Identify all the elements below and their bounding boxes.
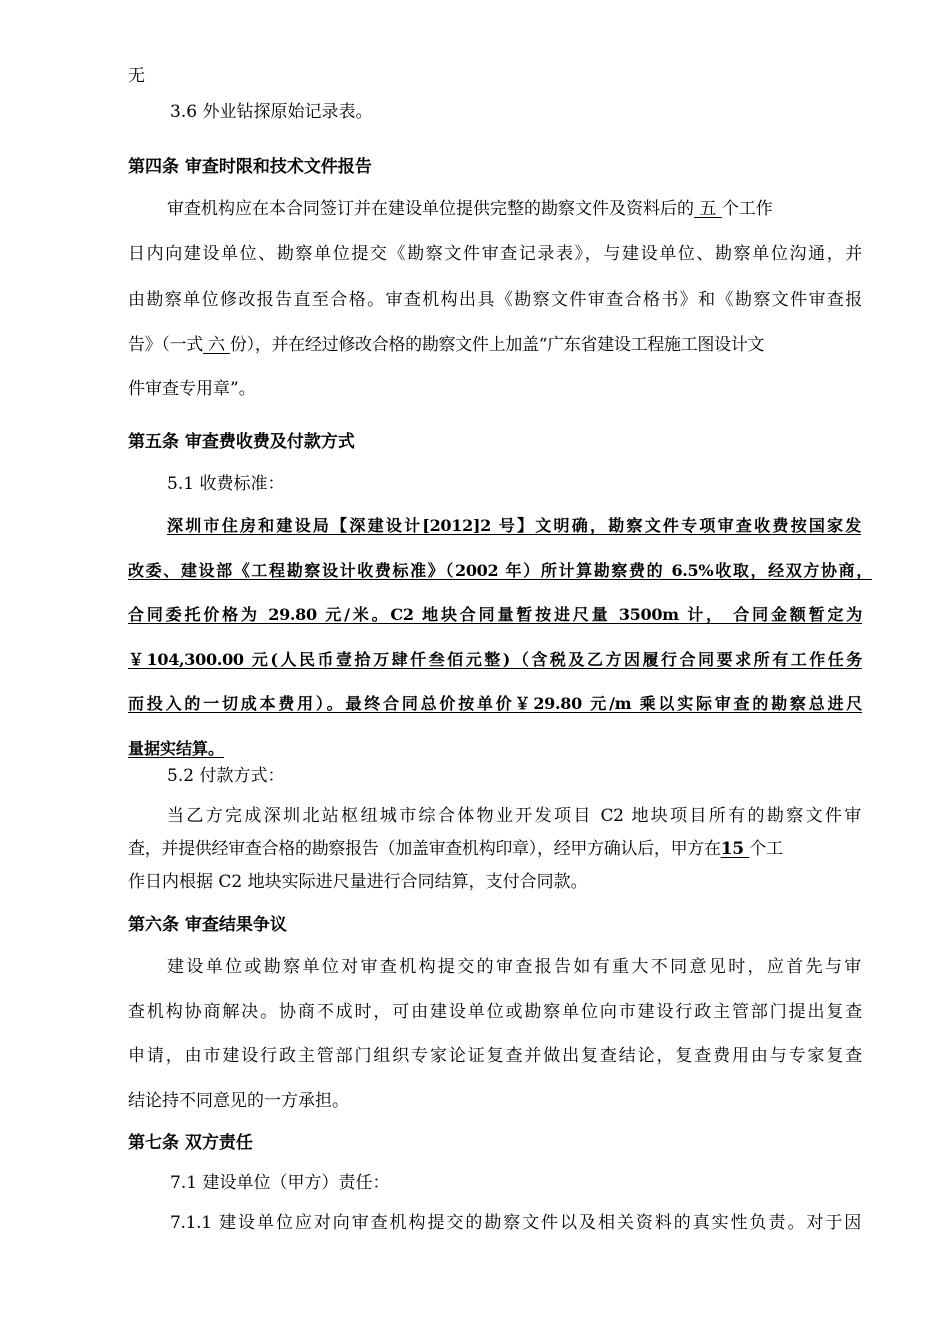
paragraph-line: 由勘察单位修改报告直至合格。审查机构出具《勘察文件审查合格书》和《勘察文件审查报 xyxy=(128,290,862,310)
text-span: 个工作 xyxy=(721,199,773,219)
paragraph-line: 日内向建设单位、勘察单位提交《勘察文件审查记录表》，与建设单位、勘察单位沟通，并 xyxy=(128,244,862,264)
underlined-value: 五 xyxy=(694,199,722,219)
subsection-5-2: 5.2 付款方式： xyxy=(167,766,285,786)
subsection-7-1-1: 7.1.1 建设单位应对向审查机构提交的勘察文件以及相关资料的真实性负责。对于因 xyxy=(170,1213,861,1233)
paragraph-line: 建设单位或勘察单位对审查机构提交的审查报告如有重大不同意见时，应首先与审 xyxy=(167,957,861,977)
fee-standard-line: ￥104,300.00 元(人民币壹拾万肆仟叁佰元整)（含税及乙方因履行合同要求所有工作任务 xyxy=(128,650,862,669)
text-span: 个工 xyxy=(749,839,783,859)
paragraph-line xyxy=(167,199,773,219)
paragraph-line: 件审查专用章”。 xyxy=(128,379,256,399)
fee-standard-line: 而投入的一切成本费用）。最终合同总价按单价￥29.80 元/m 乘以实际审查的勘察总进尺 xyxy=(128,694,862,713)
section-heading-7: 第七条 双方责任 xyxy=(128,1133,253,1153)
underlined-value: 15 xyxy=(720,839,750,859)
fee-standard-line: 量据实结算。 xyxy=(128,739,225,758)
subsection-7-1: 7.1 建设单位（甲方）责任： xyxy=(170,1173,390,1193)
list-item-3-6: 3.6 外业钻探原始记录表。 xyxy=(170,102,373,122)
section-heading-5: 第五条 审查费收费及付款方式 xyxy=(128,432,355,452)
paragraph-line: 作日内根据 C2 地块实际进尺量进行合同结算，支付合同款。 xyxy=(128,872,588,892)
fee-standard-line: 合同委托价格为 29.80 元/米。C2 地块合同量暂按进尺量 3500m 计， 合同金额暂定为 xyxy=(128,605,862,624)
paragraph-line: 结论持不同意见的一方承担。 xyxy=(128,1091,349,1111)
subsection-5-1: 5.1 收费标准： xyxy=(167,474,285,494)
paragraph-line xyxy=(128,839,783,859)
text-span: 告》（一式 xyxy=(128,335,203,355)
paragraph-line xyxy=(128,335,764,355)
underlined-value: 六 xyxy=(203,335,230,355)
text-line: 无 xyxy=(128,66,145,86)
text-span: 份），并在经过修改合格的勘察文件上加盖“广东省建设工程施工图设计文 xyxy=(229,335,765,355)
section-heading-4: 第四条 审查时限和技术文件报告 xyxy=(128,157,372,177)
paragraph-line: 查机构协商解决。协商不成时，可由建设单位或勘察单位向市建设行政主管部门提出复查 xyxy=(128,1002,862,1022)
text-span: 审查机构应在本合同签订并在建设单位提供完整的勘察文件及资料后的 xyxy=(167,199,694,219)
fee-standard-line: 改委、建设部《工程勘察设计收费标准》（2002 年）所计算勘察费的 6.5%收取，经双方协商， xyxy=(128,561,872,580)
text-span: 查，并提供经审查合格的勘察报告（加盖审查机构印章），经甲方确认后，甲方在 xyxy=(128,839,721,859)
section-heading-6: 第六条 审查结果争议 xyxy=(128,915,287,935)
fee-standard-line: 深圳市住房和建设局【深建设计[2012]2 号】文明确，勘察文件专项审查收费按国家发 xyxy=(167,516,861,535)
paragraph-line: 申请，由市建设行政主管部门组织专家论证复查并做出复查结论，复查费用由与专家复查 xyxy=(128,1046,862,1066)
paragraph-line: 当乙方完成深圳北站枢纽城市综合体物业开发项目 C2 地块项目所有的勘察文件审 xyxy=(167,806,861,826)
